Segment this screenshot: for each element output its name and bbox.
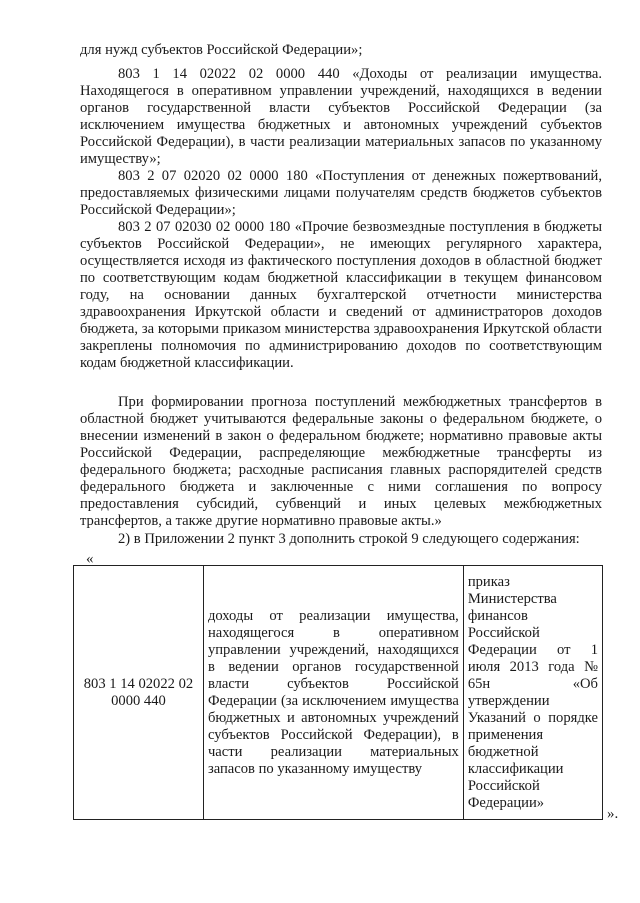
paragraph-code-1-14: 803 1 14 02022 02 0000 440 «Доходы от реализации имущества. Находящегося в оперативном управлении учреждений, находящихся в ведении органов государственной власти субъектов Российской Федерации (за исключением имущества бюджетных и автономных учреждений субъектов Российской Федерации), в части реализации материальных запасов по указанному имуществу»;: [80, 66, 602, 167]
closing-quote: ».: [607, 806, 619, 822]
paragraph-appendix-amendment: 2) в Приложении 2 пункт 3 дополнить строкой 9 следующего содержания:: [118, 531, 580, 547]
cell-description: доходы от реализации имущества, находящегося в оперативном управлении учреждений, находящихся в ведении органов государственной власти субъектов Российской Федерации (за исключением имущества бюджетных и автономных учреждений субъектов Российской Федерации), в части реализации материальных запасов по указанному имуществу: [203, 566, 463, 820]
paragraph-code-2-07-02030: 803 2 07 02030 02 0000 180 «Прочие безвозмездные поступления в бюджеты субъектов Российской Федерации», не имеющих регулярного характера, осуществляется исходя из фактического поступления доходов в областной бюджет по соответствующим кодам бюджетной классификации в текущем финансовом году, на основании данных бухгалтерской отчетности министерства здравоохранения Иркутской области и сведений от администраторов доходов бюджета, за которыми приказом министерства здравоохранения Иркутской области закреплены полномочия по администрированию доходов по соответствующим кодам бюджетной классификации.: [80, 219, 602, 371]
paragraph-code-2-07-02020: 803 2 07 02020 02 0000 180 «Поступления от денежных пожертвований, предоставляемых физическими лицами получателям средств бюджетов субъектов Российской Федерации»;: [80, 168, 602, 218]
amendment-table: [73, 565, 603, 820]
opening-quote: «: [86, 551, 94, 567]
table-row: [74, 566, 603, 820]
cell-legal-basis: приказ Министерства финансов Российской Федерации от 1 июля 2013 года № 65н «Об утверждении Указаний о порядке применения бюджетной классификации Российской Федерации»: [463, 566, 602, 820]
cell-code: 803 1 14 02022 02 0000 440: [74, 566, 204, 820]
paragraph-interbudget-transfers: При формировании прогноза поступлений межбюджетных трансфертов в областной бюджет учитываются федеральные законы о федеральном бюджете, о внесении изменений в закон о федеральном бюджете; нормативно правовые акты Российской Федерации, распределяющие межбюджетные трансферты из федерального бюджета; расходные расписания главных распорядителей средств федерального бюджета и заключенные с ними соглашения по вопросу предоставления субсидий, субвенций и иных целевых межбюджетных трансфертов, а также другие нормативно правовые акты.»: [80, 394, 602, 529]
paragraph-continuation: для нужд субъектов Российской Федерации»;: [80, 42, 363, 58]
